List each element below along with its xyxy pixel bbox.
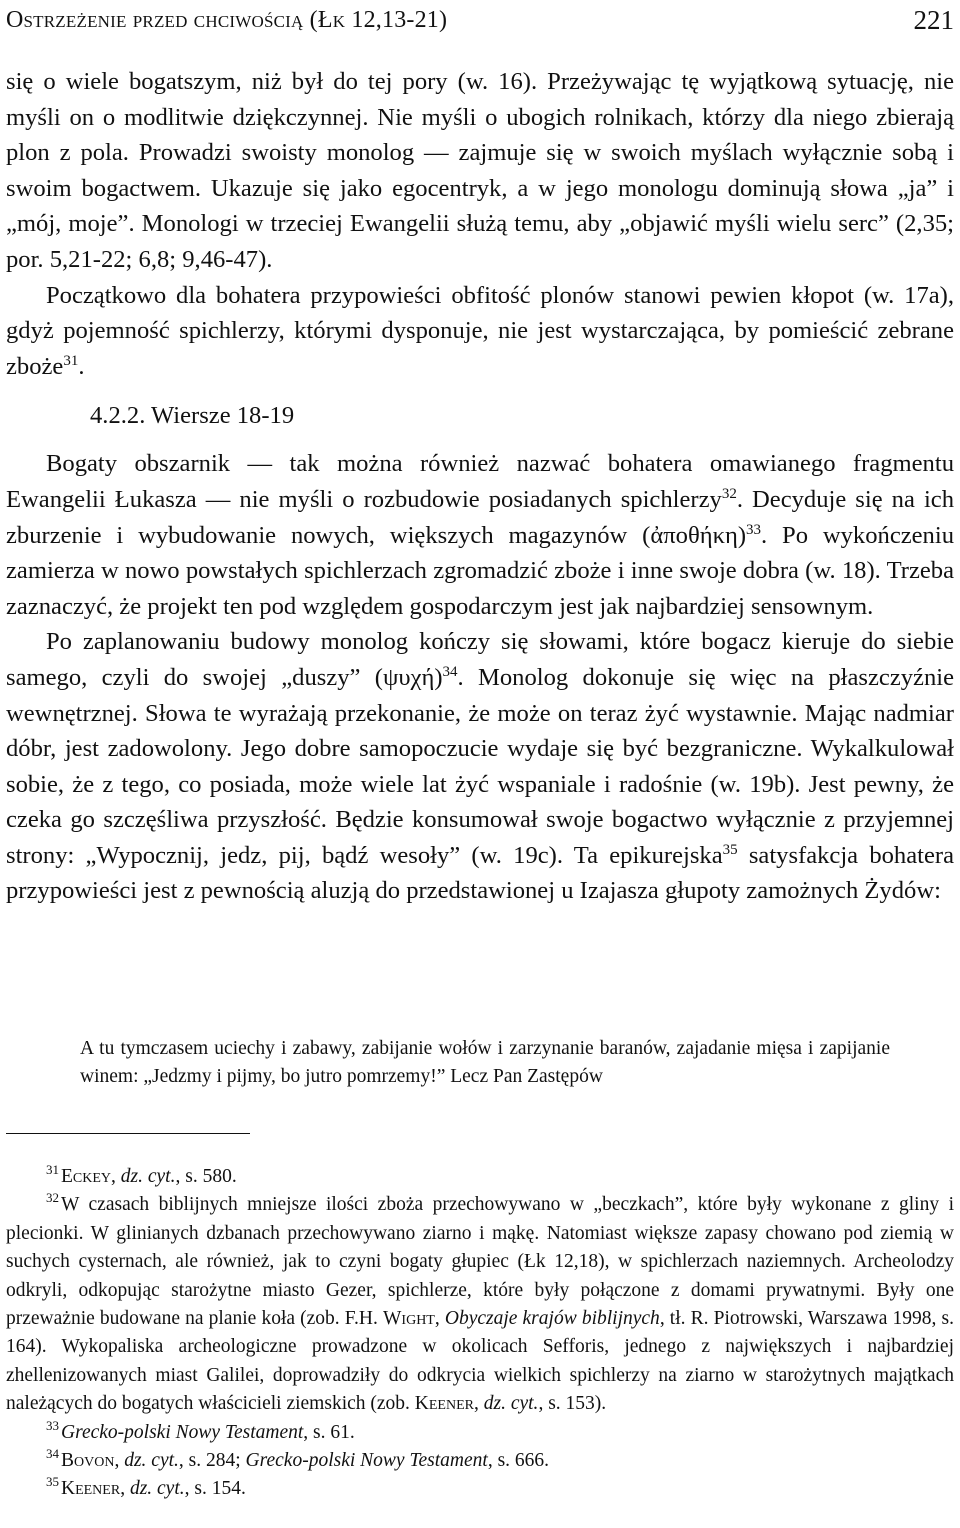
running-header [6,2,954,38]
footnote-ref: 35 [722,841,738,858]
footnote-author: Wight [383,1308,435,1330]
footnote-text: , s. 153). [538,1393,607,1415]
footnote-author: Keener [61,1478,121,1500]
footnote-text: , [120,1478,130,1500]
footnote-text: , s. 61. [303,1421,355,1443]
footnote-34 [6,1447,954,1475]
main-text [6,64,954,909]
paragraph-text: . [78,352,85,380]
footnote-35 [6,1475,954,1503]
footnote-text: W czasach biblijnych mniejsze ilości zboża przechowywano w „beczkach”, które były wykonane z gliny i plecionki. W glinianych dzbanach przechowywano ziarno i mąkę. Natomiast większe zapasy chowano pod ziemią w suchych cysternach, ale również, jak to czyni bogaty głupiec (Łk 12,18), w spichlerzach naziemnych. Archeolodzy odkryli, odkopując starożytne miasto Gezer, spichlerze, które były połączone z domami prywatnymi. Były one przeważnie budowane na planie koła (zob. F.H. [6,1194,954,1330]
paragraph-text: . Po wykończeniu zamierza w nowo powstałych spichlerzach zgromadzić zboże i inne swoje dobra (w. 18). Trzeba zaznaczyć, że projekt ten pod względem gospodarczym jest jak najbardziej sensownym. [6,521,954,620]
page-number: 221 [913,5,954,35]
footnote-italic: dz. cyt. [483,1393,539,1415]
footnote-author: Keener [414,1393,474,1415]
footnote-ref: 32 [721,485,737,502]
section-heading: 4.2.2. Wiersze 18-19 [90,402,295,430]
footnote-text: , [111,1166,121,1187]
footnote-italic: Grecko-polski Nowy Testament [61,1421,304,1443]
paragraph-text: . Decyduje się na ich zburzenie i wybudowanie nowych, większych magazynów (ἀποθήκη) [6,485,955,549]
paragraph-text: Bogaty obszarnik — tak można również nazwać bohatera omawianego fragmentu Ewangelii Łukasza — nie myśli o rozbudowie posiadanych spichlerzy [6,450,954,513]
footnote-number: 34 [46,1446,59,1462]
block-quote: A tu tymczasem uciechy i zabawy, zabijanie wołów i zarzynanie baranów, zajadanie mięsa i zapijanie winem: „Jedzmy i pijmy, bo jutro pomrzemy!” Lecz Pan Zastępów [80,1038,890,1087]
footnote-number: 32 [46,1190,59,1206]
footnote-number: 35 [46,1474,59,1490]
footnote-ref: 33 [746,521,762,538]
footnote-italic: Grecko-polski Nowy Testament [245,1450,488,1472]
footnote-text: , tł. R. Piotrowski, Warszawa 1998, s. 164). Wykopaliska archeologiczne prowadzone w okolicach Sefforis, jednego z największych i najbardziej zhellenizowanych miast Galilei, doprowadziły do odkrycia wielkich spichlerzy na ziarno w starożytnych majątkach należących do bogatych właścicieli ziemskich (zob. [6,1308,954,1415]
footnote-text: , [114,1450,125,1472]
footnote-italic: dz. cyt. [129,1478,185,1500]
footnote-text: , [473,1393,484,1415]
footnote-text: , [434,1308,445,1330]
footnote-author: Bovon [61,1450,115,1472]
footnote-33 [6,1419,954,1447]
footnote-italic: dz. cyt. [124,1450,179,1472]
paragraph-text: satysfakcja bohatera przypowieści jest z pewnością aluzją do przedstawionej u Izajasza głupoty zamożnych Żydów: [6,841,954,905]
footnote-text: , s. 666. [487,1450,550,1472]
footnote-separator [6,1133,250,1134]
paragraph [6,624,954,909]
paragraph [6,64,954,278]
paragraph-text: się o wiele bogatszym, niż był do tej pory (w. 16). Przeżywając tę wyjątkową sytuację, nie myśli on o modlitwie dziękczynnej. Nie myśli o ubogich rolnikach, którzy dla niego zbierają plon z pola. Prowadzi swoisty monolog — zajmuje się w swoich myślach wyłącznie sobą i swoim bogactwem. Ukazuje się jako egocentryk, a w jego monologu dominują słowa „ja” i „mój, moje”. Monologi w trzeciej Ewangelii służą temu, aby „objawić myśli wielu serc” (2,35; por. 5,21-22; 6,8; 9,46-47). [6,68,954,273]
footnote-text: , s. 284; [178,1450,246,1472]
paragraph-text: Po zaplanowaniu budowy monolog kończy się słowami, które bogacz kieruje do siebie samego, czyli do swojej „duszy” (ψυχή) [6,628,954,691]
footnote-ref: 31 [63,352,79,369]
footnote-text: , s. 154. [184,1478,246,1500]
paragraph-text: Początkowo dla bohatera przypowieści obfitość plonów stanowi pewien kłopot (w. 17a), gdyż pojemność spichlerzy, którymi dysponuje, nie jest wystarczająca, by pomieścić zebrane zboże [6,281,954,380]
footnote-32 [6,1191,954,1418]
footnote-number: 31 [46,1162,59,1177]
footnote-number: 33 [46,1417,59,1433]
footnote-italic: Obyczaje krajów biblijnych [444,1308,660,1330]
footnotes [6,1163,954,1504]
paragraph [6,278,954,385]
footnote-ref: 34 [442,663,458,680]
running-title: Ostrzeżenie przed chciwością (Łk 12,13-21) [6,7,448,33]
footnote-italic: dz. cyt. [120,1166,176,1187]
paragraph-text: . Monolog dokonuje się więc na płaszczyźnie wewnętrznej. Słowa te wyrażają przekonanie, że może on teraz żyć wystawnie. Mając nadmiar dóbr, jest zadowolony. Jego dobre samopoczucie wydaje się być bezgraniczne. Wykalkulował sobie, że z tego, co posiada, może wiele lat żyć wspaniale i radośnie (w. 19b). Jest pewny, że czeka go szczęśliwa przyszłość. Będzie konsumował swoje bogactwo wyłącznie z przyjemnej strony: „Wypocznij, jedz, pij, bądź wesoły” (w. 19c). Ta epikurejska [6,663,954,869]
footnote-author: Eckey [61,1166,112,1187]
footnote-text: , s. 580. [175,1166,237,1187]
paragraph [6,446,954,624]
footnote-31 [6,1163,954,1191]
